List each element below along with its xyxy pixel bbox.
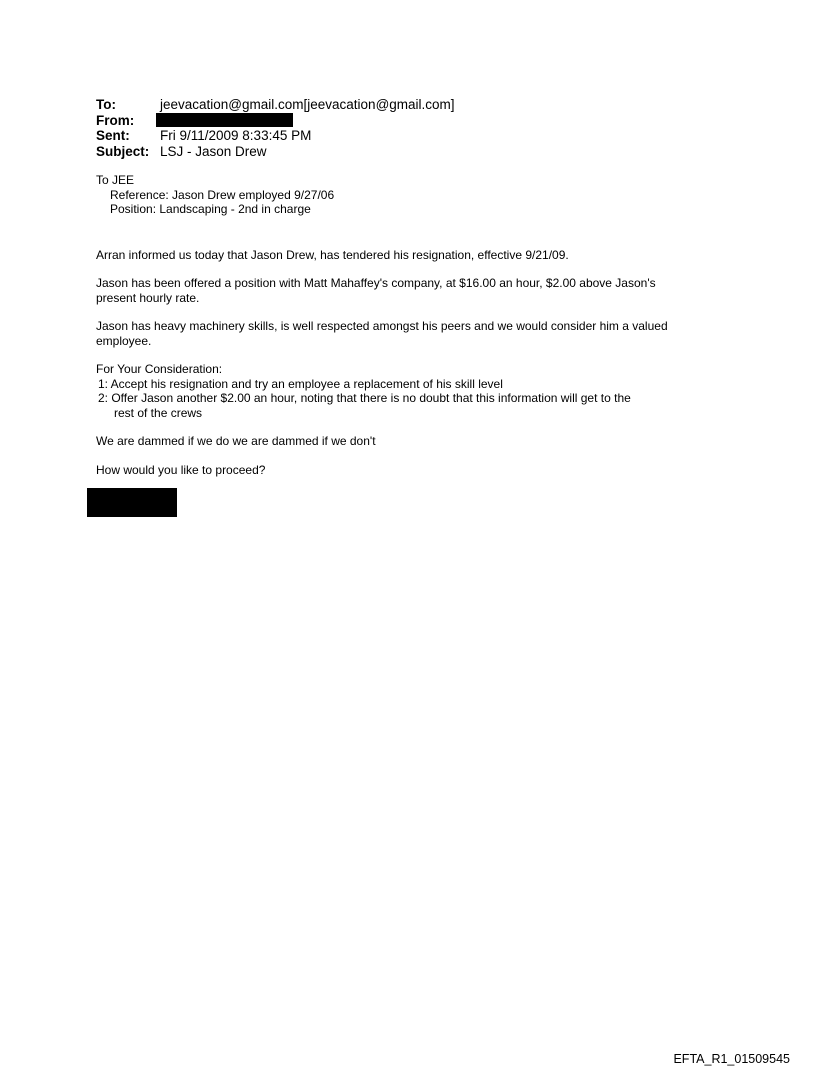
position-line: Position: Landscaping - 2nd in charge (110, 202, 311, 216)
paragraph-skills-line2: employee. (96, 333, 152, 348)
signature-redaction-box (87, 488, 177, 517)
email-header (96, 97, 455, 159)
greeting-block (96, 173, 716, 217)
consideration-block (96, 362, 716, 420)
from-label: From: (96, 112, 135, 128)
paragraph-dammed (96, 434, 716, 449)
from-row (96, 113, 455, 129)
sent-label: Sent: (96, 128, 130, 143)
paragraph-resignation (96, 248, 716, 263)
option-2-line1: 2: Offer Jason another $2.00 an hour, noting that there is no doubt that this information will get to the (98, 391, 631, 405)
paragraph-offer (96, 276, 716, 305)
paragraph-question (96, 463, 716, 478)
paragraph-offer-line2: present hourly rate. (96, 290, 200, 305)
from-redaction-box (156, 113, 293, 127)
email-body (96, 173, 716, 491)
subject-value: LSJ - Jason Drew (160, 143, 267, 159)
sent-row (96, 128, 455, 144)
subject-label: Subject: (96, 143, 150, 159)
to-label: To: (96, 97, 116, 112)
document-id: EFTA_R1_01509545 (673, 1052, 790, 1066)
subject-row (96, 144, 455, 160)
option-2-line2: rest of the crews (114, 405, 203, 420)
option-1: 1: Accept his resignation and try an employee a replacement of his skill level (98, 376, 503, 391)
reference-line: Reference: Jason Drew employed 9/27/06 (110, 187, 335, 202)
paragraph-skills-line1: Jason has heavy machinery skills, is well respected amongst his peers and we would consider him a valued (96, 319, 668, 333)
to-row (96, 97, 455, 113)
paragraph-skills (96, 319, 716, 348)
consideration-heading: For Your Consideration: (96, 362, 223, 376)
paragraph-resignation-text: Arran informed us today that Jason Drew, has tendered his resignation, effective 9/21/09. (96, 247, 569, 262)
paragraph-question-text: How would you like to proceed? (96, 462, 266, 477)
sent-value: Fri 9/11/2009 8:33:45 PM (160, 128, 312, 143)
to-value: jeevacation@gmail.com[jeevacation@gmail.com] (160, 97, 455, 112)
paragraph-offer-line1: Jason has been offered a position with Matt Mahaffey's company, at $16.00 an hour, $2.00 above Jason's (96, 276, 656, 290)
paragraph-dammed-text: We are dammed if we do we are dammed if we don't (96, 434, 376, 448)
greeting: To JEE (96, 173, 135, 187)
